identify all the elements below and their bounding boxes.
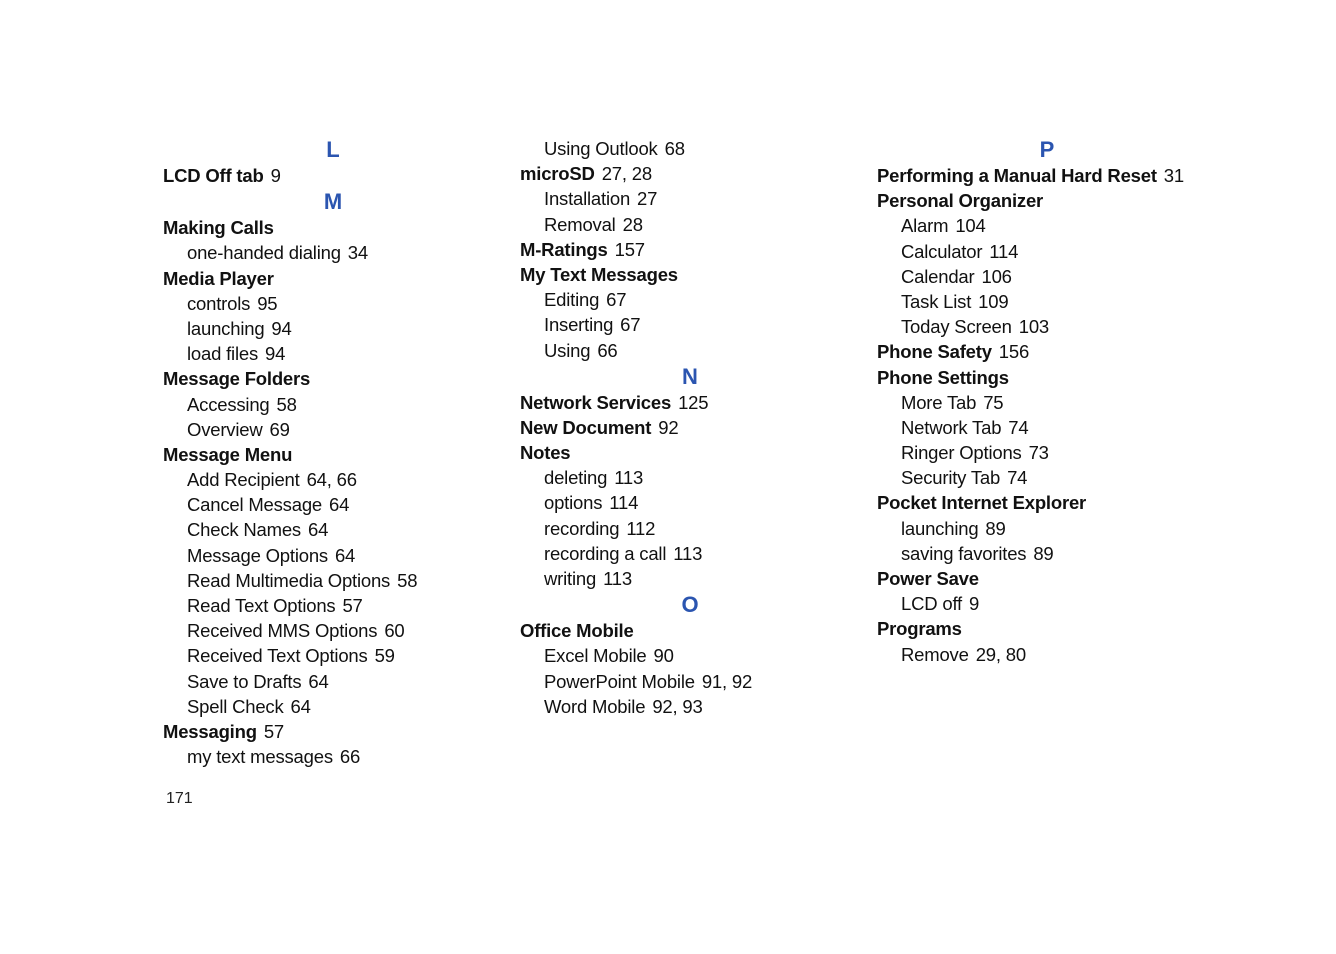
index-subentry xyxy=(520,490,860,515)
entry-term: microSD xyxy=(520,163,595,185)
index-subentry xyxy=(520,643,860,668)
entry-term: Alarm xyxy=(901,215,949,237)
index-subentry xyxy=(520,465,860,490)
index-column-1 xyxy=(163,136,503,769)
index-subentry xyxy=(877,390,1217,415)
entry-page-ref: 27 xyxy=(637,188,658,210)
entry-term: Overview xyxy=(187,418,263,440)
index-subentry xyxy=(163,618,503,643)
entry-term: Remove xyxy=(901,643,969,665)
entry-term: Using xyxy=(544,339,591,361)
entry-term: Spell Check xyxy=(187,695,284,717)
entry-page-ref: 156 xyxy=(998,341,1030,363)
entry-page-ref: 103 xyxy=(1018,316,1050,338)
index-subentry xyxy=(877,642,1217,667)
index-subentry xyxy=(877,239,1217,264)
entry-page-ref: 64 xyxy=(329,494,350,516)
index-subentry xyxy=(520,287,860,312)
index-subentry xyxy=(877,541,1217,566)
entry-term: controls xyxy=(187,292,251,314)
entry-term: launching xyxy=(187,317,265,339)
index-entry xyxy=(520,440,860,465)
entry-term: Phone Safety xyxy=(877,341,992,363)
index-subentry xyxy=(877,415,1217,440)
entry-term: Programs xyxy=(877,618,962,640)
entry-term: Task List xyxy=(901,290,972,312)
index-subentry xyxy=(877,516,1217,541)
entry-page-ref: 106 xyxy=(981,265,1012,287)
entry-term: Making Calls xyxy=(163,217,274,239)
index-subentry xyxy=(163,744,503,769)
index-subentry xyxy=(163,568,503,593)
entry-page-ref: 114 xyxy=(609,492,639,514)
entry-term: recording a call xyxy=(544,542,667,564)
entry-page-ref: 113 xyxy=(614,467,644,489)
entry-page-ref: 104 xyxy=(955,215,986,237)
entry-term: Today Screen xyxy=(901,316,1012,338)
entry-page-ref: 67 xyxy=(620,314,641,336)
entry-term: Calendar xyxy=(901,265,975,287)
entry-term: Received Text Options xyxy=(187,645,368,667)
entry-term: my text messages xyxy=(187,746,333,768)
entry-page-ref: 64 xyxy=(334,544,356,566)
index-subentry xyxy=(877,289,1217,314)
entry-term: Message Options xyxy=(187,544,328,566)
entry-page-ref: 92 xyxy=(658,416,679,438)
entry-term: Performing a Manual Hard Reset xyxy=(877,165,1157,186)
entry-term: Message Menu xyxy=(163,443,293,465)
entry-term: Installation xyxy=(544,188,631,210)
entry-term: Using Outlook xyxy=(544,138,658,159)
entry-term: Editing xyxy=(544,289,600,311)
entry-page-ref: 64 xyxy=(307,519,329,541)
entry-term: Read Text Options xyxy=(187,595,336,616)
index-subentry xyxy=(877,213,1217,238)
entry-page-ref: 94 xyxy=(265,343,286,365)
index-subentry xyxy=(520,694,860,719)
section-letter: M xyxy=(323,189,343,215)
entry-page-ref: 67 xyxy=(606,289,627,311)
entry-page-ref: 64, 66 xyxy=(306,469,357,491)
entry-term: Phone Settings xyxy=(877,366,1009,388)
index-entry xyxy=(163,719,503,744)
index-subentry xyxy=(877,440,1217,465)
entry-page-ref: 75 xyxy=(983,391,1004,413)
index-subentry xyxy=(520,338,860,363)
index-subentry xyxy=(163,341,503,366)
entry-term: Cancel Message xyxy=(187,494,322,516)
entry-page-ref: 112 xyxy=(626,517,656,539)
entry-term: LCD Off tab xyxy=(163,165,264,186)
entry-term: Network Services xyxy=(520,391,672,413)
entry-page-ref: 64 xyxy=(290,695,311,717)
index-subentry xyxy=(520,212,860,237)
entry-page-ref: 57 xyxy=(342,595,363,616)
entry-term: Word Mobile xyxy=(544,695,646,717)
entry-term: writing xyxy=(544,568,597,589)
entry-page-ref: 60 xyxy=(384,620,405,642)
index-column-2 xyxy=(520,136,860,719)
entry-page-ref: 9 xyxy=(270,165,281,186)
index-subentry xyxy=(520,566,860,591)
index-entry xyxy=(520,161,860,186)
entry-term: Media Player xyxy=(163,267,274,289)
entry-term: Received MMS Options xyxy=(187,620,378,642)
index-subentry xyxy=(163,417,503,442)
index-subentry xyxy=(163,392,503,417)
index-subentry xyxy=(163,643,503,668)
entry-term: Security Tab xyxy=(901,467,1001,489)
entry-term: Messaging xyxy=(163,720,257,742)
entry-page-ref: 113 xyxy=(603,568,632,589)
entry-page-ref: 58 xyxy=(276,393,297,415)
index-entry xyxy=(163,163,503,188)
entry-term: Pocket Internet Explorer xyxy=(877,492,1087,514)
entry-page-ref: 9 xyxy=(968,593,980,615)
index-entry xyxy=(877,566,1217,591)
entry-term: Removal xyxy=(544,213,616,235)
entry-page-ref: 28 xyxy=(622,213,643,235)
index-subentry xyxy=(520,312,860,337)
entry-term: More Tab xyxy=(901,391,977,413)
entry-page-ref: 125 xyxy=(678,391,709,413)
entry-page-ref: 90 xyxy=(653,645,674,667)
entry-term: Calculator xyxy=(901,240,983,262)
entry-page-ref: 69 xyxy=(269,418,290,440)
entry-term: load files xyxy=(187,343,259,365)
index-subentry xyxy=(163,316,503,341)
index-entry xyxy=(520,262,860,287)
index-entry xyxy=(163,442,503,467)
entry-page-ref: 68 xyxy=(664,138,685,159)
section-letter: P xyxy=(1039,137,1055,162)
entry-term: Network Tab xyxy=(901,416,1002,438)
entry-term: deleting xyxy=(544,467,608,489)
index-subentry xyxy=(877,264,1217,289)
entry-page-ref: 91, 92 xyxy=(701,670,753,692)
entry-term: Notes xyxy=(520,442,571,464)
entry-page-ref: 57 xyxy=(263,720,284,742)
index-subentry xyxy=(163,240,503,265)
entry-page-ref: 58 xyxy=(397,569,418,591)
entry-page-ref: 94 xyxy=(271,317,292,339)
entry-page-ref: 113 xyxy=(673,542,703,564)
index-entry xyxy=(877,365,1217,390)
entry-term: options xyxy=(544,492,603,514)
index-entry xyxy=(520,390,860,415)
index-subentry xyxy=(163,593,503,618)
index-subentry xyxy=(877,591,1217,616)
entry-page-ref: 109 xyxy=(978,290,1009,312)
entry-term: Save to Drafts xyxy=(187,670,302,692)
entry-page-ref: 89 xyxy=(1033,542,1054,564)
section-letter: O xyxy=(681,592,699,618)
entry-term: recording xyxy=(544,517,620,539)
index-subentry xyxy=(163,517,503,542)
index-entry xyxy=(877,490,1217,515)
entry-page-ref: 157 xyxy=(614,238,645,260)
entry-term: Message Folders xyxy=(163,368,311,390)
index-subentry xyxy=(877,465,1217,490)
page-number: 171 xyxy=(166,790,193,807)
index-subentry xyxy=(520,186,860,211)
entry-page-ref: 66 xyxy=(339,746,361,768)
index-subentry xyxy=(163,291,503,316)
entry-page-ref: 29, 80 xyxy=(975,643,1026,665)
entry-term: New Document xyxy=(520,416,652,438)
entry-term: My Text Messages xyxy=(520,263,678,285)
entry-term: M-Ratings xyxy=(520,238,608,260)
entry-page-ref: 64 xyxy=(308,670,329,692)
section-letter: N xyxy=(682,363,698,389)
entry-page-ref: 89 xyxy=(985,517,1006,539)
index-subentry xyxy=(520,669,860,694)
entry-term: Ringer Options xyxy=(901,442,1022,464)
entry-page-ref: 92, 93 xyxy=(652,695,703,717)
entry-page-ref: 74 xyxy=(1007,467,1028,489)
entry-term: Check Names xyxy=(187,519,301,541)
entry-term: Accessing xyxy=(187,393,270,415)
index-entry xyxy=(520,237,860,262)
index-entry xyxy=(163,215,503,240)
index-subentry xyxy=(163,543,503,568)
entry-term: PowerPoint Mobile xyxy=(544,670,695,692)
entry-page-ref: 66 xyxy=(597,339,618,361)
entry-term: Power Save xyxy=(877,568,979,589)
entry-term: Inserting xyxy=(544,314,614,336)
entry-page-ref: 27, 28 xyxy=(601,163,652,185)
entry-term: Add Recipient xyxy=(187,469,300,491)
index-entry xyxy=(520,618,860,643)
index-subentry xyxy=(163,492,503,517)
index-subentry xyxy=(163,467,503,492)
index-entry xyxy=(163,366,503,391)
entry-term: Excel Mobile xyxy=(544,645,647,667)
entry-page-ref: 95 xyxy=(257,292,278,314)
index-entry xyxy=(520,415,860,440)
index-entry xyxy=(163,266,503,291)
entry-page-ref: 114 xyxy=(989,240,1019,262)
index-entry xyxy=(877,188,1217,213)
index-subentry xyxy=(877,314,1217,339)
entry-term: saving favorites xyxy=(901,542,1027,564)
index-subentry xyxy=(520,541,860,566)
index-subentry xyxy=(520,516,860,541)
index-subentry xyxy=(163,669,503,694)
entry-page-ref: 74 xyxy=(1008,416,1029,438)
section-letter: L xyxy=(326,137,340,162)
entry-term: one-handed dialing xyxy=(187,242,341,264)
index-column-3 xyxy=(877,136,1217,667)
entry-page-ref: 34 xyxy=(347,242,368,264)
entry-term: Personal Organizer xyxy=(877,190,1044,212)
entry-page-ref: 73 xyxy=(1028,442,1049,464)
index-subentry xyxy=(163,694,503,719)
entry-term: Office Mobile xyxy=(520,620,634,642)
entry-term: LCD off xyxy=(901,593,962,615)
index-entry xyxy=(877,339,1217,364)
entry-page-ref: 31 xyxy=(1163,165,1184,186)
entry-term: launching xyxy=(901,517,979,539)
index-subentry xyxy=(520,136,860,161)
index-entry xyxy=(877,163,1217,188)
entry-page-ref: 59 xyxy=(374,645,395,667)
index-entry xyxy=(877,616,1217,641)
entry-term: Read Multimedia Options xyxy=(187,569,391,591)
